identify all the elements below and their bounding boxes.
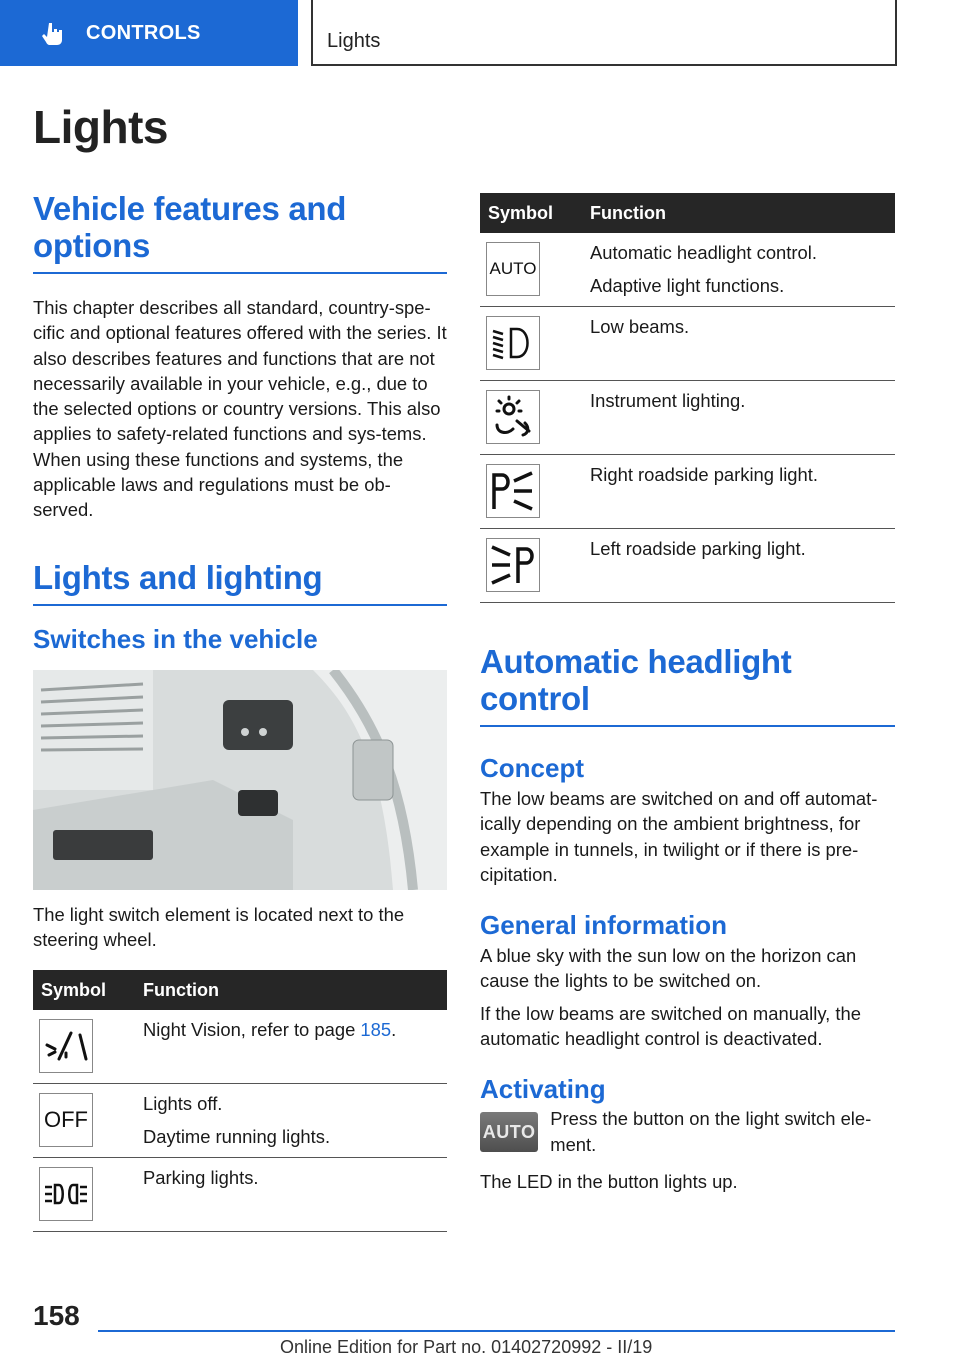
night-vision-icon bbox=[39, 1019, 93, 1073]
right-column bbox=[480, 193, 895, 1194]
table-row bbox=[480, 233, 895, 307]
left-column bbox=[33, 190, 447, 1232]
auto-icon-text: AUTO bbox=[489, 259, 537, 278]
function-text: Automatic headlight control. bbox=[590, 242, 817, 263]
top-tab-bar bbox=[0, 0, 960, 66]
right-parking-light-icon bbox=[486, 464, 540, 518]
off-icon bbox=[39, 1093, 93, 1147]
heading-general-information: General information bbox=[480, 910, 728, 941]
night-vision-suffix: . bbox=[391, 1019, 397, 1041]
tab-lights-label: Lights bbox=[327, 30, 381, 52]
col-function-header: Function bbox=[590, 193, 895, 233]
page-title: Lights bbox=[33, 101, 168, 153]
instrument-lighting-icon bbox=[486, 390, 540, 444]
function-text: Left roadside parking light. bbox=[590, 538, 806, 559]
table-row bbox=[33, 1010, 447, 1084]
table-row bbox=[33, 1084, 447, 1158]
tab-lights[interactable] bbox=[311, 0, 897, 66]
tab-controls[interactable] bbox=[0, 0, 298, 66]
function-text: Low beams. bbox=[590, 316, 690, 337]
night-vision-text: Night Vision, refer to page bbox=[143, 1019, 361, 1041]
paragraph-activating: Press the button on the light switch ele-ment. bbox=[550, 1108, 872, 1155]
heading-activating: Activating bbox=[480, 1074, 606, 1105]
heading-automatic-headlight: Automatic headlight control bbox=[480, 643, 895, 727]
auto-button-label: AUTO bbox=[482, 1121, 536, 1142]
tab-controls-label: CONTROLS bbox=[86, 21, 201, 44]
parking-lights-icon bbox=[39, 1167, 93, 1221]
function-text: Parking lights. bbox=[143, 1167, 259, 1189]
auto-icon bbox=[486, 242, 540, 296]
col-function-header: Function bbox=[143, 970, 447, 1010]
left-parking-light-icon bbox=[486, 538, 540, 592]
heading-vehicle-features: Vehicle features and options bbox=[33, 190, 447, 274]
auto-button-icon bbox=[480, 1112, 538, 1152]
table-row bbox=[480, 455, 895, 529]
col-symbol-header: Symbol bbox=[480, 193, 590, 233]
table-row bbox=[480, 381, 895, 455]
col-symbol-header: Symbol bbox=[33, 970, 143, 1010]
footer-edition: Online Edition for Part no. 01402720992 - II/19 bbox=[280, 1337, 653, 1357]
low-beams-icon bbox=[486, 316, 540, 370]
table-row bbox=[480, 529, 895, 603]
heading-concept: Concept bbox=[480, 753, 584, 783]
table-row bbox=[480, 307, 895, 381]
paragraph-concept: The low beams are switched on and off automat-ically depending on the ambient brightness, for example in tunnels, in twilight or if there is pre-cipitation. bbox=[480, 788, 878, 885]
function-text: Daytime running lights. bbox=[143, 1126, 331, 1148]
table-header-row bbox=[480, 193, 895, 233]
paragraph-vehicle-features: This chapter describes all standard, country-spe-cific and optional features offered with the series. It also describes features and functions that are not necessarily available in your vehicle, e.g., due to the selected options or country versions. This also applies to safety-related functions and sys-tems. When using these functions and systems, the applicable laws and regulations must be ob-served. bbox=[33, 297, 447, 521]
heading-lights-and-lighting: Lights and lighting bbox=[33, 559, 447, 606]
paragraph-led: The LED in the button lights up. bbox=[480, 1170, 738, 1192]
paragraph-switch-location: The light switch element is located next to the steering wheel. bbox=[33, 903, 405, 950]
function-text: Instrument lighting. bbox=[590, 390, 746, 411]
page-number: 158 bbox=[33, 1300, 80, 1331]
left-symbol-table bbox=[33, 970, 447, 1232]
heading-switches: Switches in the vehicle bbox=[33, 623, 318, 654]
right-symbol-table bbox=[480, 193, 895, 603]
table-row bbox=[33, 1158, 447, 1232]
hand-pointer-icon bbox=[40, 20, 66, 46]
page-link-185[interactable]: 185 bbox=[360, 1019, 392, 1041]
paragraph-general-2: If the low beams are switched on manually, the automatic headlight control is deactivated. bbox=[480, 1002, 861, 1050]
table-header-row bbox=[33, 970, 447, 1010]
off-icon-text: OFF bbox=[44, 1107, 88, 1133]
function-text: Right roadside parking light. bbox=[590, 464, 818, 485]
function-text: Adaptive light functions. bbox=[590, 275, 785, 296]
footer-divider bbox=[98, 1330, 895, 1332]
activating-block bbox=[480, 1108, 895, 1157]
function-text: Lights off. bbox=[143, 1093, 223, 1115]
paragraph-general-1: A blue sky with the sun low on the horizon can cause the lights to be switched on. bbox=[480, 945, 857, 992]
light-switch-photo bbox=[33, 670, 447, 890]
